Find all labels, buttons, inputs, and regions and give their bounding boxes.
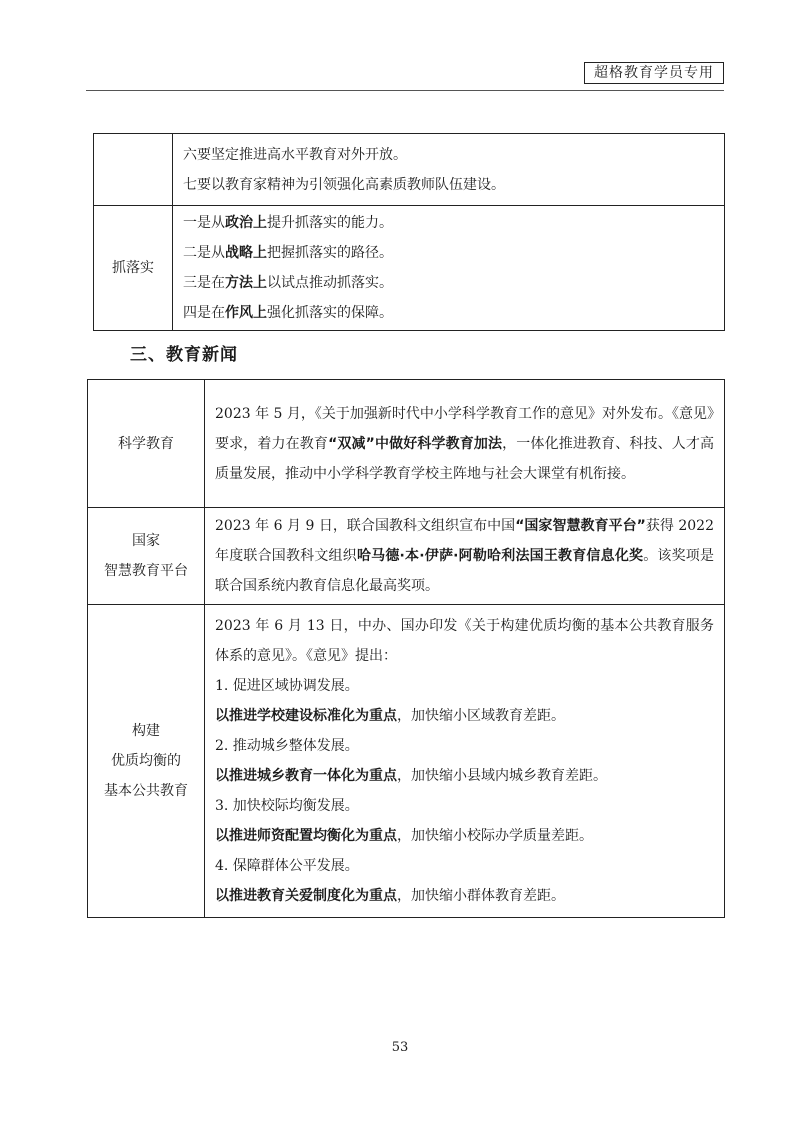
label-line: 国家 bbox=[132, 533, 160, 549]
list-item bbox=[215, 881, 714, 911]
emphasis: 以推进师资配置均衡化为重点 bbox=[215, 828, 397, 844]
emphasis: 以推进城乡教育一体化为重点 bbox=[215, 768, 397, 784]
table-row bbox=[94, 206, 725, 331]
row-label: 科学教育 bbox=[88, 380, 205, 508]
emphasis: “国家智慧教育平台” bbox=[515, 518, 646, 534]
education-news-table bbox=[87, 379, 725, 918]
emphasis: 哈马德·本·伊萨·阿勒哈利法国王教育信息化奖 bbox=[356, 548, 644, 564]
text: 。该奖项是联合国系统内教育信息化最高奖项。 bbox=[215, 548, 714, 594]
header-rule bbox=[86, 90, 724, 91]
text: 获得 2022 年度联合国教科文组织 bbox=[215, 518, 714, 564]
emphasis: 以推进教育关爱制度化为重点 bbox=[215, 888, 397, 904]
news-paragraph bbox=[215, 511, 714, 601]
row-content bbox=[205, 605, 725, 918]
text: 三是在 bbox=[183, 275, 225, 291]
table-row bbox=[88, 605, 725, 918]
text: 以试点推动抓落实。 bbox=[267, 275, 393, 291]
text: 一是从 bbox=[183, 215, 225, 231]
row-label bbox=[88, 605, 205, 918]
text: 2023 年 5 月，《关于加强新时代中小学科学教育工作的意见》对外发布。《意见》要求，着力在教育 bbox=[215, 405, 714, 452]
emphasis: 政治上 bbox=[225, 215, 267, 231]
list-item bbox=[183, 208, 714, 238]
list-item bbox=[215, 821, 714, 851]
row-content bbox=[173, 134, 725, 206]
list-item bbox=[215, 701, 714, 731]
news-paragraph: 2023 年 6 月 13 日，中办、国办印发《关于构建优质均衡的基本公共教育服务体系的意见》。《意见》提出： bbox=[215, 618, 714, 664]
label-line: 构建 bbox=[132, 723, 160, 739]
label-line: 基本公共教育 bbox=[104, 783, 188, 799]
list-item: 1. 促进区域协调发展。 bbox=[215, 678, 359, 694]
text: ，加快缩小县域内城乡教育差距。 bbox=[397, 768, 607, 784]
emphasis: 中做好科学教育加法 bbox=[374, 435, 503, 452]
text: 提升抓落实的能力。 bbox=[267, 215, 393, 231]
row-content bbox=[205, 508, 725, 605]
emphasis: 战略上 bbox=[225, 245, 267, 261]
text: 二是从 bbox=[183, 245, 225, 261]
row-label bbox=[94, 134, 173, 206]
emphasis: “双减” bbox=[328, 435, 375, 452]
row-content bbox=[205, 380, 725, 508]
page-number: 53 bbox=[391, 1040, 409, 1055]
section-heading: 三、教育新闻 bbox=[130, 345, 238, 365]
text: 2023 年 6 月 9 日，联合国教科文组织宣布中国 bbox=[215, 518, 516, 534]
table-row bbox=[88, 380, 725, 508]
label-line: 优质均衡的 bbox=[111, 753, 181, 769]
row-content bbox=[173, 206, 725, 331]
emphasis: 以推进学校建设标准化为重点 bbox=[215, 708, 397, 724]
list-item bbox=[215, 761, 714, 791]
list-item bbox=[183, 268, 714, 298]
text: 强化抓落实的保障。 bbox=[267, 305, 393, 321]
list-item bbox=[183, 298, 714, 328]
list-item: 2. 推动城乡整体发展。 bbox=[215, 738, 359, 754]
text: ，加快缩小校际办学质量差距。 bbox=[397, 828, 593, 844]
text: 把握抓落实的路径。 bbox=[267, 245, 393, 261]
list-item: 4. 保障群体公平发展。 bbox=[215, 858, 359, 874]
emphasis: 作风上 bbox=[225, 305, 267, 321]
emphasis: 方法上 bbox=[225, 275, 267, 291]
measures-table bbox=[93, 133, 725, 331]
text: ，加快缩小区域教育差距。 bbox=[397, 708, 565, 724]
list-item: 六要坚定推进高水平教育对外开放。 bbox=[183, 146, 407, 163]
table-row bbox=[88, 508, 725, 605]
row-label bbox=[88, 508, 205, 605]
text: 四是在 bbox=[183, 305, 225, 321]
list-item: 七要以教育家精神为引领强化高素质教师队伍建设。 bbox=[183, 176, 505, 193]
row-label: 抓落实 bbox=[94, 206, 173, 331]
list-item bbox=[183, 238, 714, 268]
text: ，加快缩小群体教育差距。 bbox=[397, 888, 565, 904]
list-item: 3. 加快校际均衡发展。 bbox=[215, 798, 359, 814]
text: ，一体化推进教育、科技、人才高质量发展，推动中小学科学教育学校主阵地与社会大课堂有机衔接。 bbox=[215, 435, 715, 482]
table-row bbox=[94, 134, 725, 206]
student-use-badge: 超格教育学员专用 bbox=[584, 62, 724, 84]
label-line: 智慧教育平台 bbox=[104, 563, 188, 579]
news-paragraph bbox=[215, 399, 714, 489]
